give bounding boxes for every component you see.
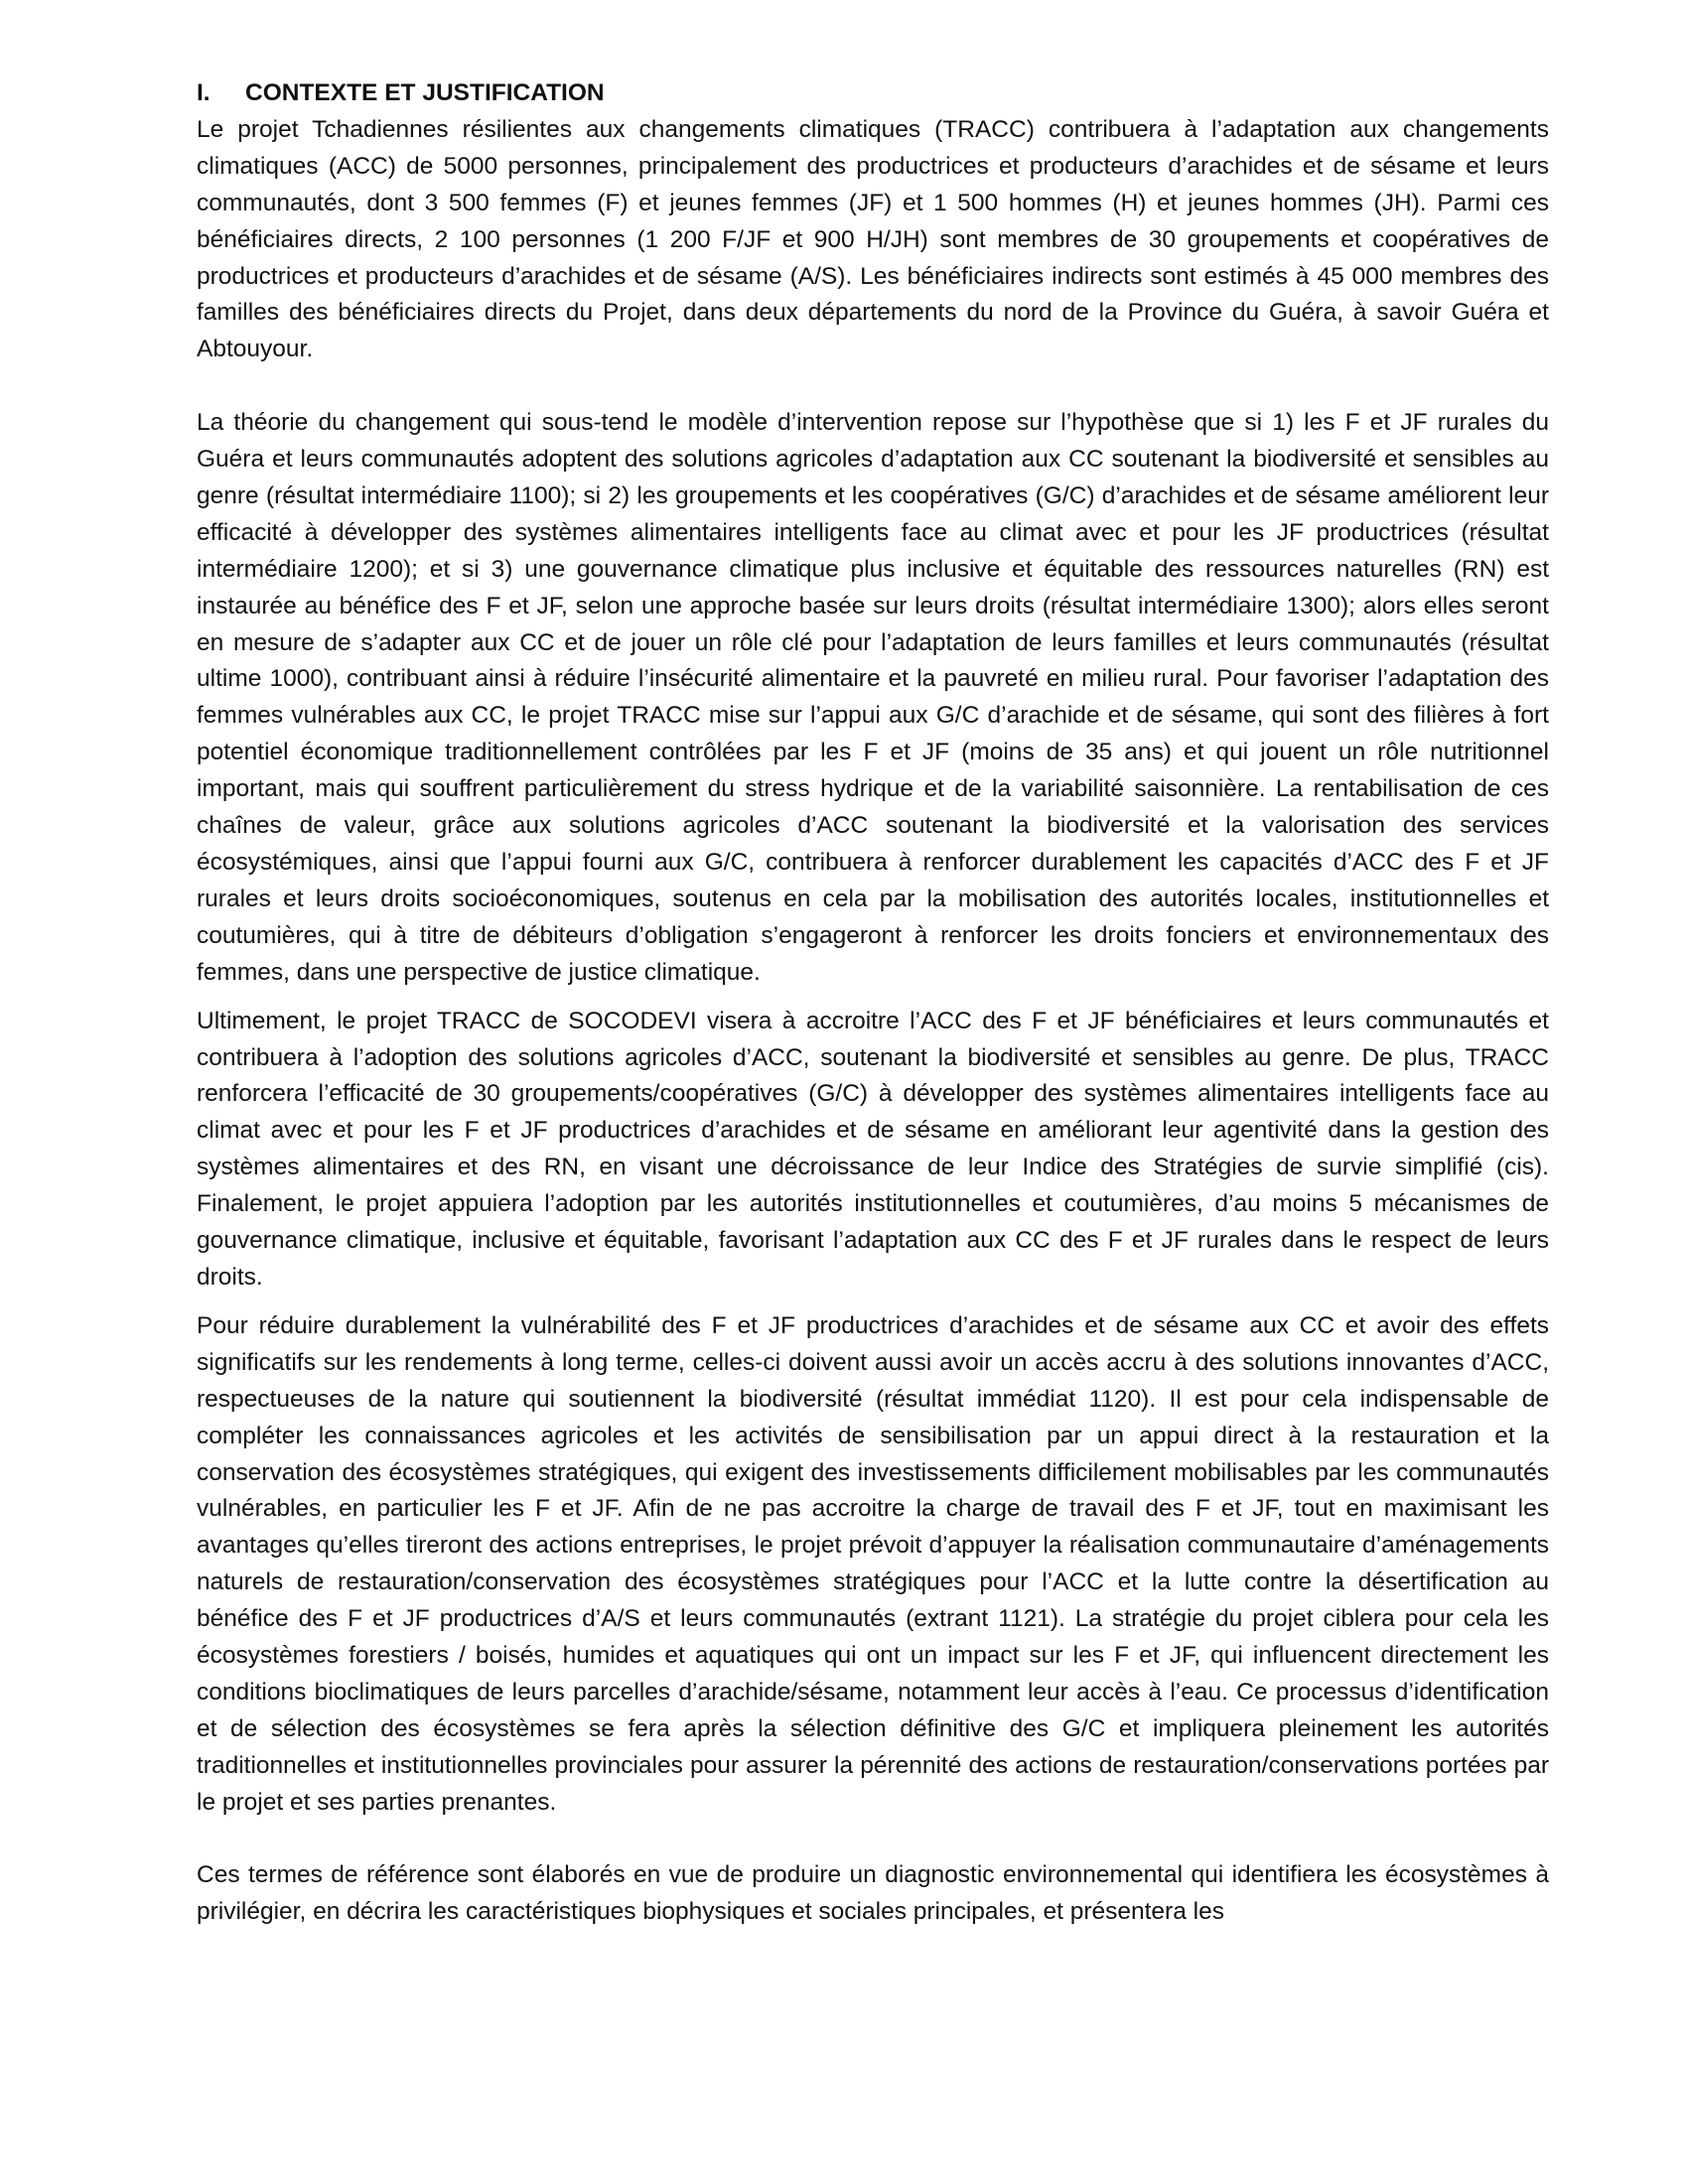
paragraph-theory-of-change: La théorie du changement qui sous-tend le modèle d’intervention repose sur l’hypothèse que si 1) les F et JF rurales du Guéra et leurs communautés adoptent des solutions agricoles d’adaptation aux CC soutenant la biodiversité et sensibles au genre (résultat intermédiaire 1100); si 2) les groupements et les coopératives (G/C) d’arachides et de sésame améliorent leur efficacité à développer des systèmes alimentaires intelligents face au climat avec et pour les JF productrices (résultat intermédiaire 1200); et si 3) une gouvernance climatique plus inclusive et équitable des ressources naturelles (RN) est instaurée au bénéfice des F et JF, selon une approche basée sur leurs droits (résultat intermédiaire 1300); alors elles seront en mesure de s’adapter aux CC et de jouer un rôle clé pour l’adaptation de leurs familles et leurs communautés (résultat ultime 1000), contribuant ainsi à réduire l’insécurité alimentaire et la pauvreté en milieu rural. Pour favoriser l’adaptation des femmes vulnérables aux CC, le projet TRACC mise sur l’appui aux G/C d’arachide et de sésame, qui sont des filières à fort potentiel économique traditionnellement contrôlées par les F et JF (moins de 35 ans) et qui jouent un rôle nutritionnel important, mais qui souffrent particulièrement du stress hydrique et de la variabilité saisonnière. La rentabilisation de ces chaînes de valeur, grâce aux solutions agricoles d’ACC soutenant la biodiversité et la valorisation des services écosystémiques, ainsi que l’appui fourni aux G/C, contribuera à renforcer durablement les capacités d’ACC des F et JF rurales et leurs droits socioéconomiques, soutenus en cela par la mobilisation des autorités locales, institutionnelles et coutumières, qui à titre de débiteurs d’obligation s’engageront à renforcer les droits fonciers et environnementaux des femmes, dans une perspective de justice climatique. (197, 409, 1549, 986)
paragraph-terms-of-reference: Ces termes de référence sont élaborés en vue de produire un diagnostic environnemental qui identifiera les écosystèmes à privilégier, en décrira les caractéristiques biophysiques et sociales principales, et présentera les (197, 1861, 1549, 1926)
section-title: CONTEXTE ET JUSTIFICATION (245, 79, 605, 106)
document-page (197, 75, 1549, 1931)
paragraph-context: Le projet Tchadiennes résilientes aux changements climatiques (TRACC) contribuera à l’adaptation aux changements climatiques (ACC) de 5000 personnes, principalement des productrices et producteurs d’arachides et de sésame et leurs communautés, dont 3 500 femmes (F) et jeunes femmes (JF) et 1 500 hommes (H) et jeunes hommes (JH). Parmi ces bénéficiaires directs, 2 100 personnes (1 200 F/JF et 900 H/JH) sont membres de 30 groupements et coopératives de productrices et producteurs d’arachides et de sésame (A/S). Les bénéficiaires indirects sont estimés à 45 000 membres des familles des bénéficiaires directs du Projet, dans deux départements du nord de la Province du Guéra, à savoir Guéra et Abtouyour. (197, 115, 1549, 363)
section-heading (197, 75, 1549, 112)
paragraph-objectives: Ultimement, le projet TRACC de SOCODEVI visera à accroitre l’ACC des F et JF bénéficiaires et leurs communautés et contribuera à l’adoption des solutions agricoles d’ACC, soutenant la biodiversité et sensibles au genre. De plus, TRACC renforcera l’efficacité de 30 groupements/coopératives (G/C) à développer des systèmes alimentaires intelligents face au climat avec et pour les F et JF productrices d’arachides et de sésame en améliorant leur agentivité dans la gestion des systèmes alimentaires et des RN, en visant une décroissance de leur Indice des Stratégies de survie simplifié (cis). Finalement, le projet appuiera l’adoption par les autorités institutionnelles et coutumières, d’au moins 5 mécanismes de gouvernance climatique, inclusive et équitable, favorisant l’adaptation aux CC des F et JF rurales dans le respect de leurs droits. (197, 1007, 1549, 1291)
section-number: I. (197, 79, 211, 106)
paragraph-ecosystem-restoration: Pour réduire durablement la vulnérabilité des F et JF productrices d’arachides et de sésame aux CC et avoir des effets significatifs sur les rendements à long terme, celles-ci doivent aussi avoir un accès accru à des solutions innovantes d’ACC, respectueuses de la nature qui soutiennent la biodiversité (résultat immédiat 1120). Il est pour cela indispensable de compléter les connaissances agricoles et les activités de sensibilisation par un appui direct à la restauration et la conservation des écosystèmes stratégiques, qui exigent des investissements difficilement mobilisables par les communautés vulnérables, en particulier les F et JF. Afin de ne pas accroitre la charge de travail des F et JF, tout en maximisant les avantages qu’elles tireront des actions entreprises, le projet prévoit d’appuyer la réalisation communautaire d’aménagements naturels de restauration/conservation des écosystèmes stratégiques pour l’ACC et la lutte contre la désertification au bénéfice des F et JF productrices d’A/S et leurs communautés (extrant 1121). La stratégie du projet ciblera pour cela les écosystèmes forestiers / boisés, humides et aquatiques qui ont un impact sur les F et JF, qui influencent directement les conditions bioclimatiques de leurs parcelles d’arachide/sésame, notamment leur accès à l’eau. Ce processus d’identification et de sélection des écosystèmes se fera après la sélection définitive des G/C et impliquera pleinement les autorités traditionnelles et institutionnelles provinciales pour assurer la pérennité des actions de restauration/conservations portées par le projet et ses parties prenantes. (197, 1311, 1549, 1816)
